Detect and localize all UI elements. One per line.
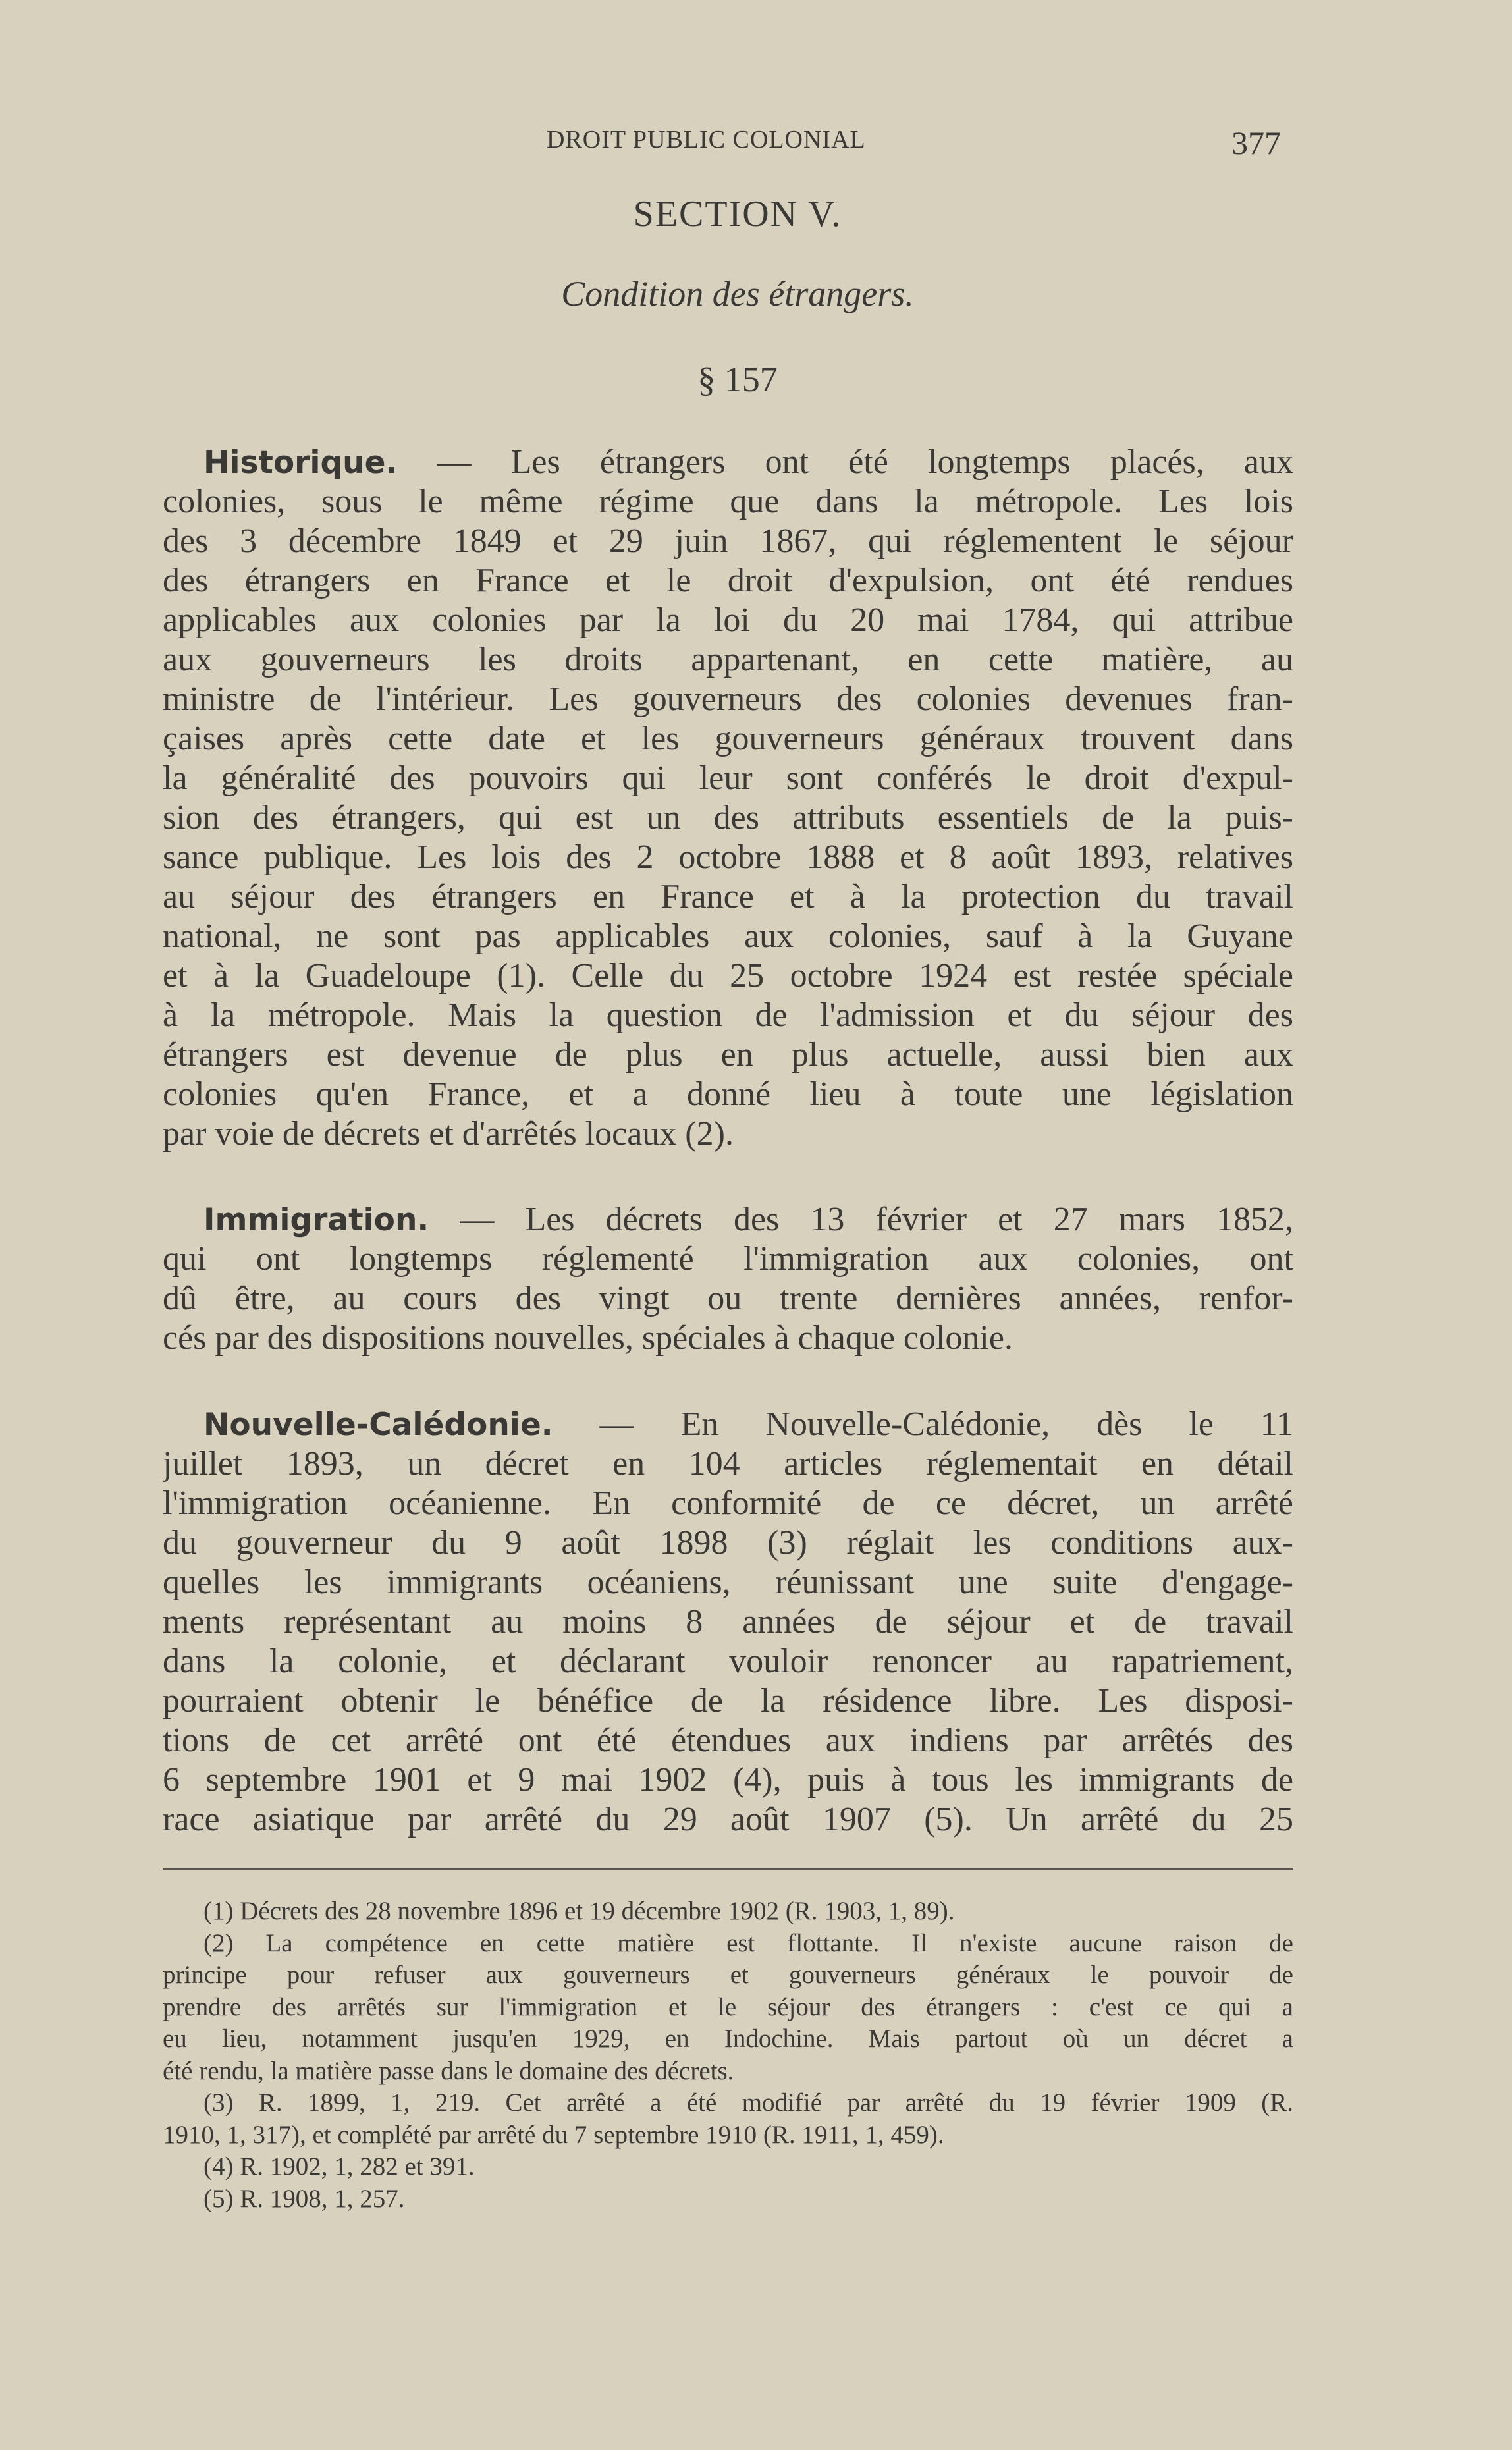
line-text: — Les décrets des 13 février et 27 mars 1852, [429,1201,1293,1238]
text-line: colonies qu'en France, et a donné lieu à toute une législation [163,1075,1293,1113]
text-line: l'immigration océanienne. En conformité de ce décret, un arrêté [163,1484,1293,1522]
text-line [163,1405,1293,1444]
footnote-2-line: (2) La compétence en cette matière est flottante. Il n'existe aucune raison de [203,1928,1293,1957]
footnote-3-line: (3) R. 1899, 1, 219. Cet arrêté a été modifié par arrêté du 19 février 1909 (R. [203,2088,1293,2117]
text-line: qui ont longtemps réglementé l'immigration aux colonies, ont [163,1240,1293,1278]
text-line: aux gouverneurs les droits appartenant, en cette matière, au [163,641,1293,678]
text-line: tions de cet arrêté ont été étendues aux indiens par arrêtés des [163,1722,1293,1759]
text-line: national, ne sont pas applicables aux colonies, sauf à la Guyane [163,917,1293,955]
footnote-2-line: principe pour refuser aux gouverneurs et gouverneurs généraux le pouvoir de [163,1961,1293,1989]
section-title: SECTION V. [633,194,842,234]
footnote-divider [163,1868,1293,1870]
text-line: par voie de décrets et d'arrêtés locaux (2). [163,1115,734,1153]
text-line: cés par des dispositions nouvelles, spéciales à chaque colonie. [163,1319,1013,1357]
footnote-5-line: (5) R. 1908, 1, 257. [203,2184,405,2213]
footnote-2-line: prendre des arrêtés sur l'immigration et le séjour des étrangers : c'est ce qui a [163,1992,1293,2021]
text-line: des étrangers en France et le droit d'expulsion, ont été rendues [163,562,1293,599]
text-line: colonies, sous le même régime que dans la métropole. Les lois [163,483,1293,520]
text-line: des 3 décembre 1849 et 29 juin 1867, qui réglementent le séjour [163,522,1293,560]
footnote-4-line: (4) R. 1902, 1, 282 et 391. [203,2152,475,2181]
text-line: race asiatique par arrêté du 29 août 1907 (5). Un arrêté du 25 [163,1801,1293,1838]
section-subtitle: Condition des étrangers. [561,274,914,313]
text-line: ministre de l'intérieur. Les gouverneurs des colonies devenues fran- [163,680,1293,718]
text-line: la généralité des pouvoirs qui leur sont conférés le droit d'expul- [163,759,1293,797]
footnote-3-line: 1910, 1, 317), et complété par arrêté du 7 septembre 1910 (R. 1911, 1, 459). [163,2120,944,2149]
text-line: applicables aux colonies par la loi du 20 mai 1784, qui attribue [163,601,1293,639]
text-line: étrangers est devenue de plus en plus actuelle, aussi bien aux [163,1036,1293,1074]
text-line: et à la Guadeloupe (1). Celle du 25 octobre 1924 est restée spéciale [163,957,1293,994]
line-text: — En Nouvelle-Calédonie, dès le 11 [553,1405,1293,1443]
footnotes [163,1895,1293,2215]
paragraph-nouvelle-caledonie [163,1405,1293,1839]
footnote-1-line: (1) Décrets des 28 novembre 1896 et 19 décembre 1902 (R. 1903, 1, 89). [203,1897,955,1925]
text-line: ments représentant au moins 8 années de séjour et de travail [163,1603,1293,1641]
text-line: sion des étrangers, qui est un des attributs essentiels de la puis- [163,799,1293,836]
paragraph-number: § 157 [697,360,778,399]
footnote-2-line: été rendu, la matière passe dans le domaine des décrets. [163,2056,734,2085]
run-in-heading: Immigration. [203,1202,429,1238]
text-line: du gouverneur du 9 août 1898 (3) réglait les conditions aux- [163,1524,1293,1562]
text-line: 6 septembre 1901 et 9 mai 1902 (4), puis à tous les immigrants de [163,1761,1293,1799]
paragraph-historique [163,443,1293,1154]
text-line: dû être, au cours des vingt ou trente dernières années, renfor- [163,1280,1293,1317]
running-head: DROIT PUBLIC COLONIAL [547,126,866,153]
text-line: juillet 1893, un décret en 104 articles réglementait en détail [163,1445,1293,1483]
text-line: à la métropole. Mais la question de l'admission et du séjour des [163,996,1293,1034]
text-line [163,1200,1293,1239]
run-in-heading: Nouvelle-Calédonie. [203,1407,553,1443]
line-text: — Les étrangers ont été longtemps placés, aux [397,443,1293,481]
text-line: pourraient obtenir le bénéfice de la résidence libre. Les disposi- [163,1682,1293,1720]
text-line: dans la colonie, et déclarant vouloir renoncer au rapatriement, [163,1643,1293,1680]
page-number: 377 [1231,124,1281,161]
text-line: au séjour des étrangers en France et à la protection du travail [163,878,1293,915]
text-line [163,443,1293,482]
text-line: sance publique. Les lois des 2 octobre 1888 et 8 août 1893, relatives [163,838,1293,876]
text-line: çaises après cette date et les gouverneurs généraux trouvent dans [163,720,1293,757]
text-line: quelles les immigrants océaniens, réunissant une suite d'engage- [163,1564,1293,1601]
paragraph-immigration [163,1200,1293,1358]
run-in-heading: Historique. [203,445,398,481]
footnote-2-line: eu lieu, notamment jusqu'en 1929, en Indochine. Mais partout où un décret a [163,2025,1293,2053]
